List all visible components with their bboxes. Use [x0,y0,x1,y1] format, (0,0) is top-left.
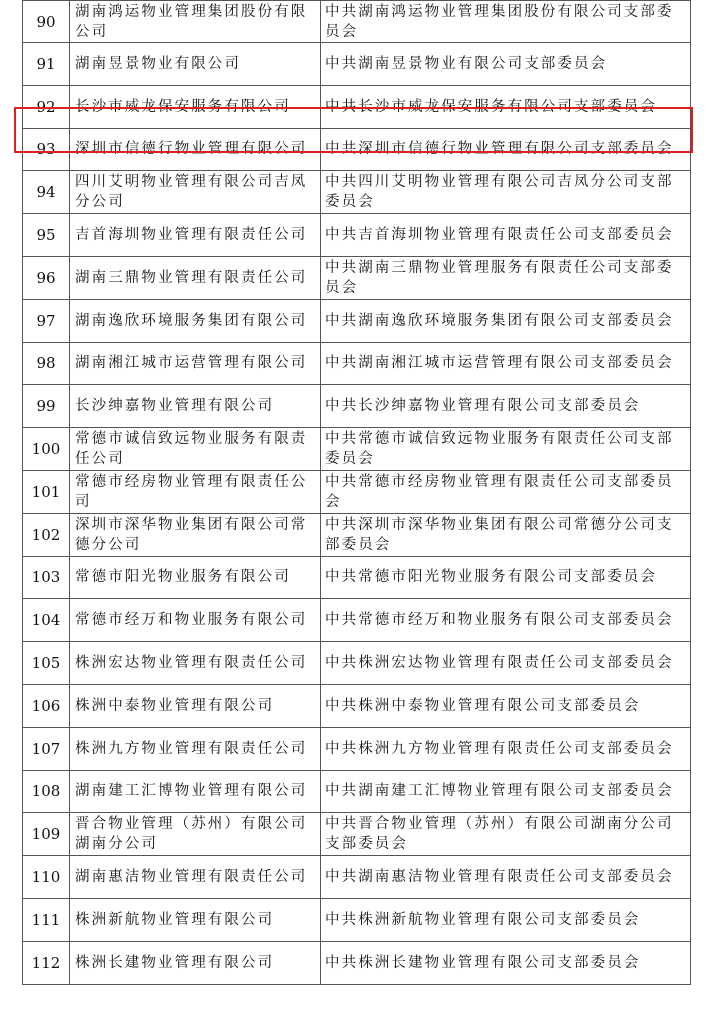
company-name: 株洲长建物业管理有限公司 [70,941,321,984]
row-number: 98 [23,342,70,385]
row-number: 105 [23,642,70,685]
company-name: 常德市诚信致远物业服务有限责任公司 [70,428,321,471]
row-number: 112 [23,941,70,984]
party-branch-name: 中共湖南昱景物业有限公司支部委员会 [321,43,691,86]
company-name: 湖南昱景物业有限公司 [70,43,321,86]
row-number: 94 [23,171,70,214]
party-branch-name: 中共四川艾明物业管理有限公司吉凤分公司支部委员会 [321,171,691,214]
table-row [23,684,691,727]
party-branch-name: 中共湖南惠洁物业管理有限责任公司支部委员会 [321,856,691,899]
row-number: 106 [23,684,70,727]
party-branch-name: 中共常德市阳光物业服务有限公司支部委员会 [321,556,691,599]
table-body [23,1,691,985]
row-number: 102 [23,513,70,556]
table-row [23,470,691,513]
company-name: 湖南逸欣环境服务集团有限公司 [70,299,321,342]
table-row [23,856,691,899]
row-number: 103 [23,556,70,599]
party-branch-name: 中共深圳市信德行物业管理有限公司支部委员会 [321,128,691,171]
company-name: 湖南湘江城市运营管理有限公司 [70,342,321,385]
company-name: 深圳市信德行物业管理有限公司 [70,128,321,171]
party-branch-name: 中共湖南鸿运物业管理集团股份有限公司支部委员会 [321,1,691,43]
company-name: 常德市经万和物业服务有限公司 [70,599,321,642]
row-number: 110 [23,856,70,899]
party-branch-name: 中共株洲新航物业管理有限公司支部委员会 [321,898,691,941]
table-row [23,299,691,342]
table-row [23,128,691,171]
row-number: 109 [23,813,70,856]
table-row [23,898,691,941]
company-name: 深圳市深华物业集团有限公司常德分公司 [70,513,321,556]
organization-table [22,0,691,985]
party-branch-name: 中共晋合物业管理（苏州）有限公司湖南分公司支部委员会 [321,813,691,856]
table-row [23,214,691,257]
party-branch-name: 中共长沙市威龙保安服务有限公司支部委员会 [321,85,691,128]
company-name: 湖南惠洁物业管理有限责任公司 [70,856,321,899]
table-row [23,385,691,428]
company-name: 株洲九方物业管理有限责任公司 [70,727,321,770]
row-number: 92 [23,85,70,128]
row-number: 111 [23,898,70,941]
party-branch-name: 中共株洲长建物业管理有限公司支部委员会 [321,941,691,984]
party-branch-name: 中共常德市经房物业管理有限责任公司支部委员会 [321,470,691,513]
row-number: 100 [23,428,70,471]
table-row [23,43,691,86]
company-name: 株洲中泰物业管理有限公司 [70,684,321,727]
company-name: 常德市经房物业管理有限责任公司 [70,470,321,513]
table-row [23,256,691,299]
table-row [23,941,691,984]
party-branch-name: 中共深圳市深华物业集团有限公司常德分公司支部委员会 [321,513,691,556]
company-name: 株洲宏达物业管理有限责任公司 [70,642,321,685]
party-branch-name: 中共湖南三鼎物业管理服务有限责任公司支部委员会 [321,256,691,299]
row-number: 107 [23,727,70,770]
party-branch-name: 中共常德市经万和物业服务有限公司支部委员会 [321,599,691,642]
party-branch-name: 中共株洲中泰物业管理有限公司支部委员会 [321,684,691,727]
row-number: 101 [23,470,70,513]
table-row [23,556,691,599]
party-branch-name: 中共吉首海圳物业管理有限责任公司支部委员会 [321,214,691,257]
row-number: 93 [23,128,70,171]
company-name: 吉首海圳物业管理有限责任公司 [70,214,321,257]
row-number: 96 [23,256,70,299]
table-row [23,599,691,642]
party-branch-name: 中共常德市诚信致远物业服务有限责任公司支部委员会 [321,428,691,471]
row-number: 108 [23,770,70,813]
company-name: 株洲新航物业管理有限公司 [70,898,321,941]
row-number: 97 [23,299,70,342]
company-name: 湖南三鼎物业管理有限责任公司 [70,256,321,299]
table-row [23,642,691,685]
company-name: 四川艾明物业管理有限公司吉凤分公司 [70,171,321,214]
table-row [23,1,691,43]
company-name: 长沙市威龙保安服务有限公司 [70,85,321,128]
table-row [23,428,691,471]
party-branch-name: 中共湖南建工汇博物业管理有限公司支部委员会 [321,770,691,813]
company-name: 长沙绅嘉物业管理有限公司 [70,385,321,428]
table-row [23,342,691,385]
company-name: 湖南鸿运物业管理集团股份有限公司 [70,1,321,43]
table-row [23,813,691,856]
company-name: 湖南建工汇博物业管理有限公司 [70,770,321,813]
row-number: 91 [23,43,70,86]
party-branch-name: 中共湖南逸欣环境服务集团有限公司支部委员会 [321,299,691,342]
table-row-highlighted [23,85,691,128]
party-branch-name: 中共株洲九方物业管理有限责任公司支部委员会 [321,727,691,770]
company-name: 常德市阳光物业服务有限公司 [70,556,321,599]
row-number: 99 [23,385,70,428]
row-number: 95 [23,214,70,257]
party-branch-name: 中共株洲宏达物业管理有限责任公司支部委员会 [321,642,691,685]
row-number: 104 [23,599,70,642]
party-branch-name: 中共湖南湘江城市运营管理有限公司支部委员会 [321,342,691,385]
table-row [23,770,691,813]
company-name: 晋合物业管理（苏州）有限公司湖南分公司 [70,813,321,856]
table-row [23,727,691,770]
table-row [23,513,691,556]
row-number: 90 [23,1,70,43]
table-row [23,171,691,214]
party-branch-name: 中共长沙绅嘉物业管理有限公司支部委员会 [321,385,691,428]
